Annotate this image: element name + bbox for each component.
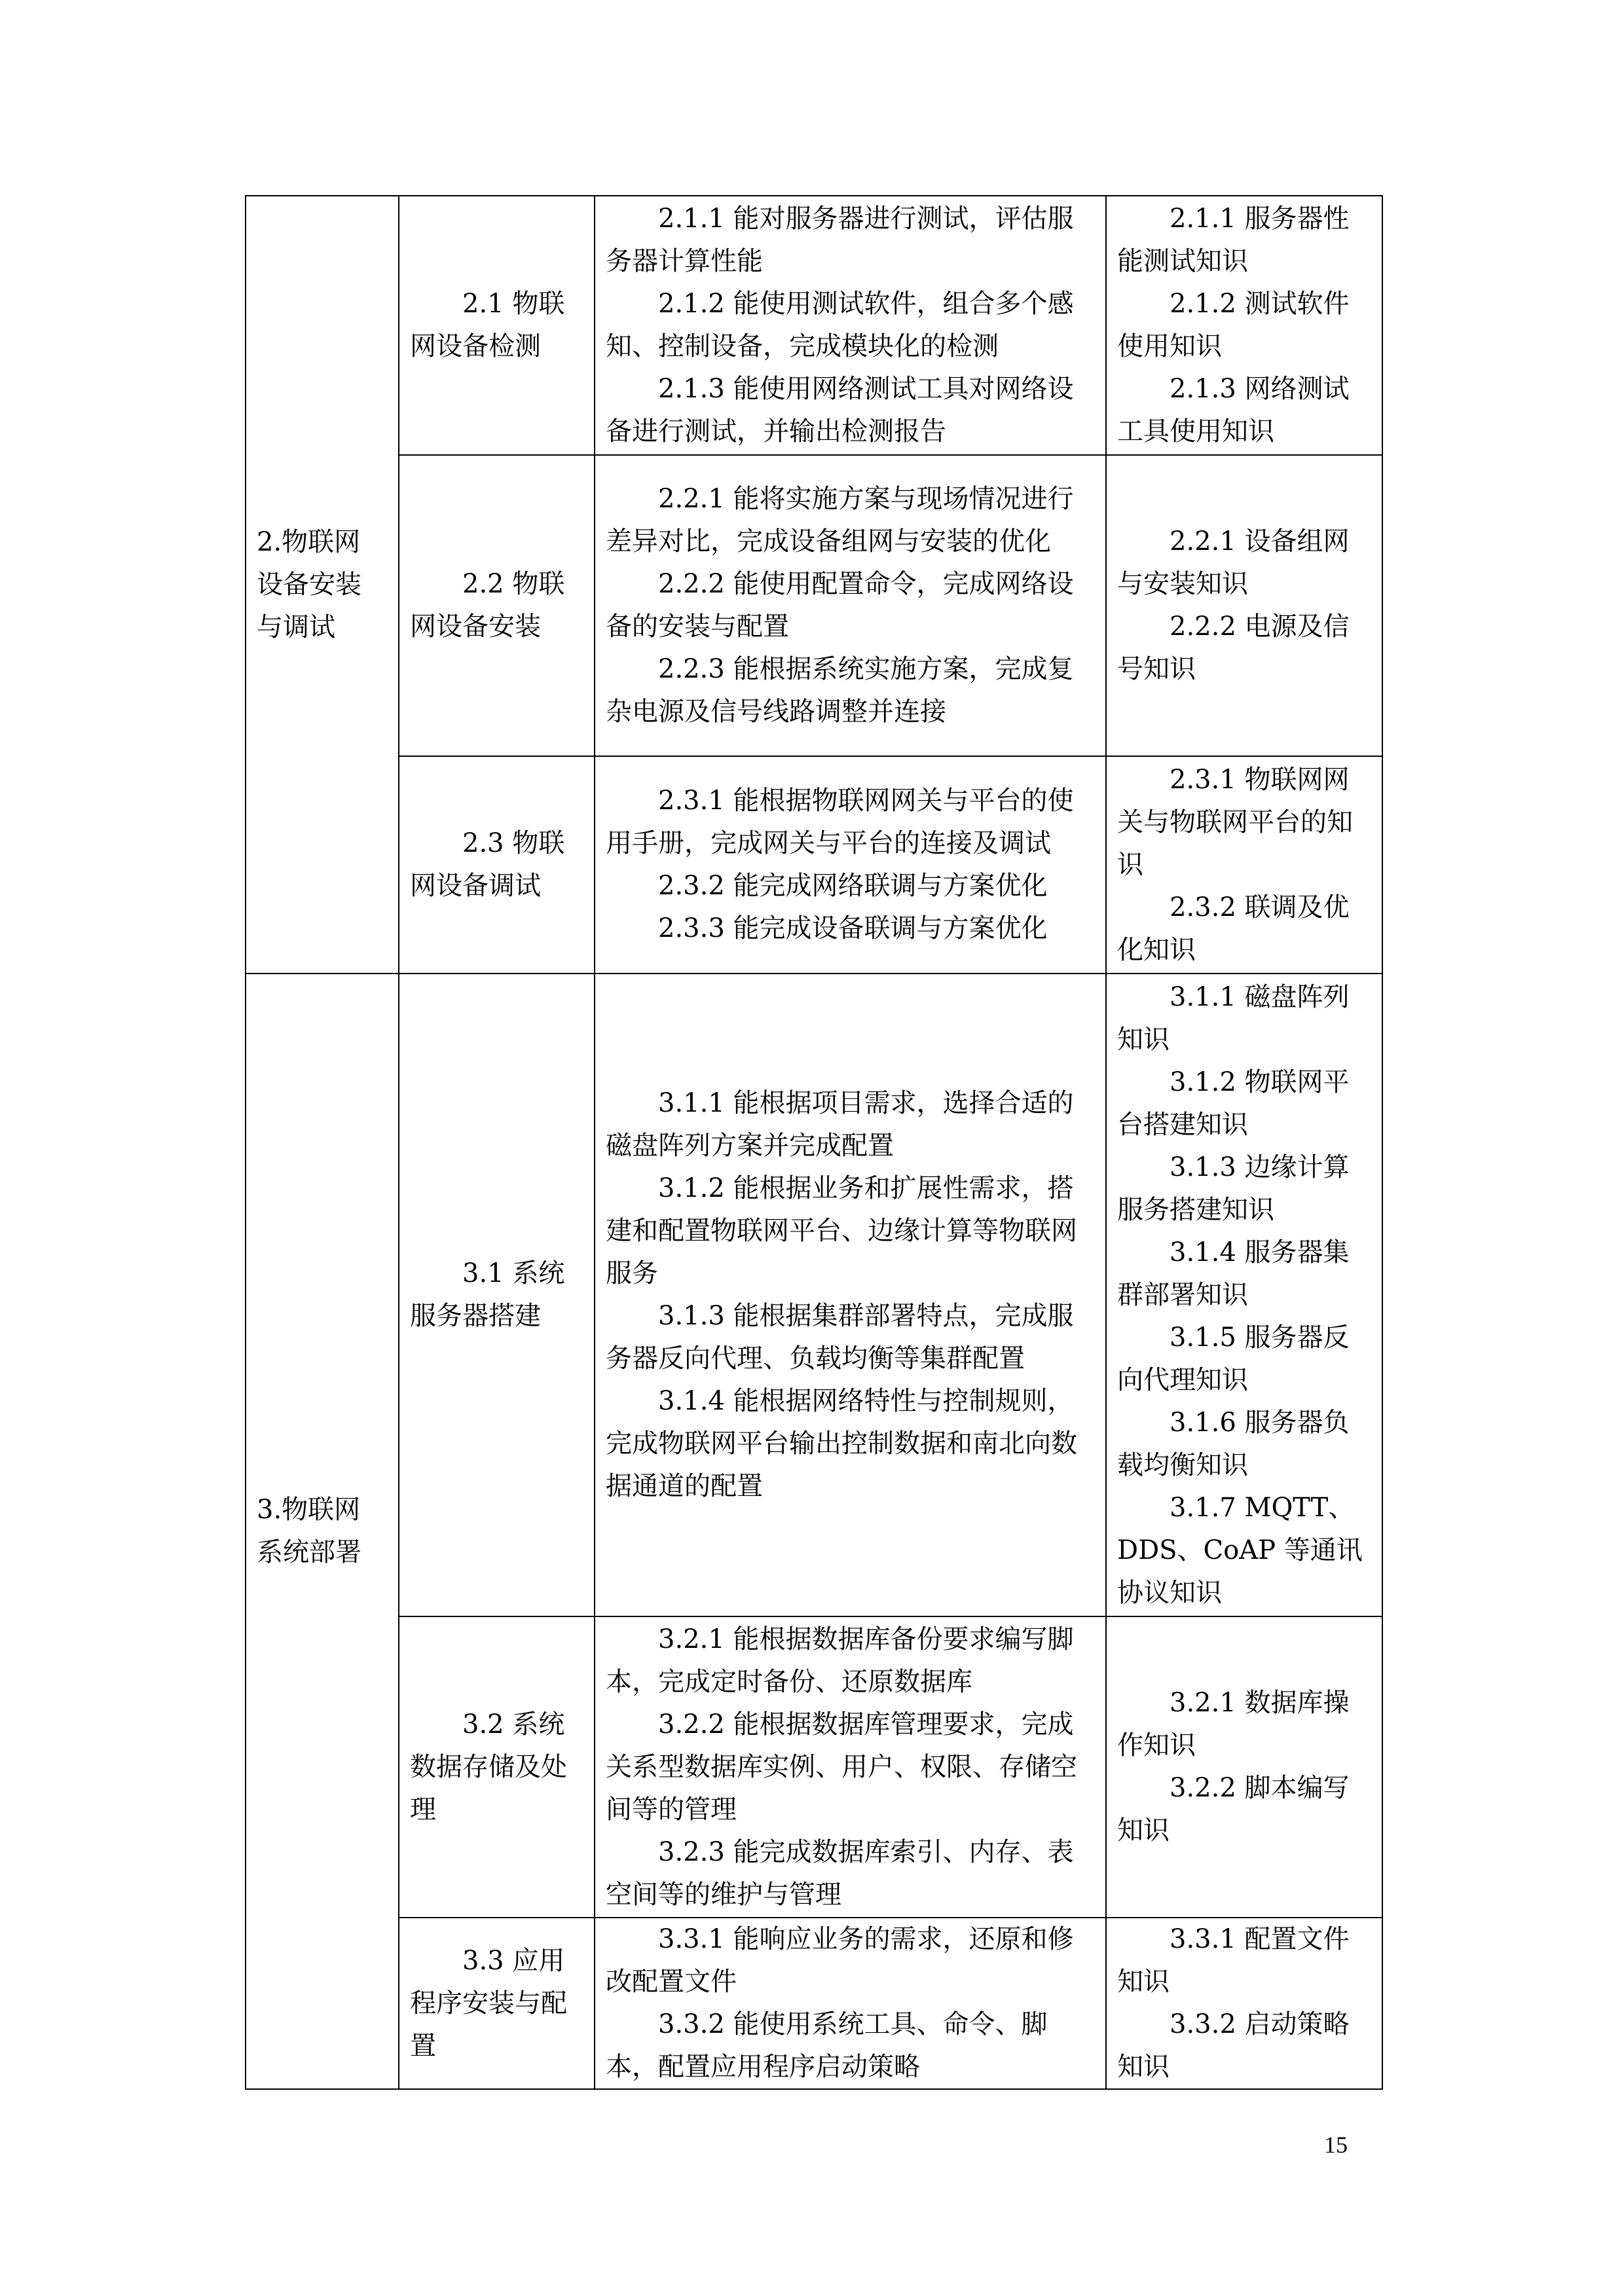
knowledge-item: 2.2.1 设备组网与安装知识 bbox=[1117, 526, 1350, 599]
knowledge-item: 3.1.1 磁盘阵列知识 bbox=[1117, 981, 1350, 1055]
skill-item: 3.1.1 能根据项目需求，选择合适的磁盘阵列方案并完成配置 bbox=[606, 1088, 1074, 1161]
skill-item: 2.2.2 能使用配置命令，完成网络设备的安装与配置 bbox=[606, 569, 1074, 642]
knowledge-item: 3.1.4 服务器集群部署知识 bbox=[1117, 1237, 1350, 1310]
knowledge-item: 2.3.2 联调及优化知识 bbox=[1117, 892, 1350, 965]
knowledge-item: 3.2.1 数据库操作知识 bbox=[1117, 1688, 1350, 1760]
skill-item: 3.2.2 能根据数据库管理要求，完成关系型数据库实例、用户、权限、存储空间等的管理 bbox=[606, 1709, 1077, 1825]
table-row bbox=[246, 756, 1382, 974]
skill-item: 3.2.3 能完成数据库索引、内存、表空间等的维护与管理 bbox=[606, 1836, 1074, 1910]
knowledge-item: 3.3.1 配置文件知识 bbox=[1117, 1924, 1350, 1997]
skills-cell bbox=[595, 196, 1106, 455]
knowledge-cell bbox=[1106, 974, 1382, 1616]
skills-cell bbox=[595, 1918, 1106, 2089]
page-number: 15 bbox=[1324, 2132, 1348, 2158]
skills-cell bbox=[595, 1616, 1106, 1918]
unit-cell bbox=[399, 455, 595, 756]
knowledge-cell bbox=[1106, 1616, 1382, 1918]
knowledge-item: 3.1.7 MQTT、DDS、CoAP 等通讯协议知识 bbox=[1117, 1492, 1363, 1608]
unit-name: 2.2 物联网设备安装 bbox=[410, 569, 565, 642]
unit-name: 2.3 物联网设备调试 bbox=[410, 828, 565, 901]
knowledge-item: 3.1.2 物联网平台搭建知识 bbox=[1117, 1066, 1350, 1140]
skill-item: 2.1.3 能使用网络测试工具对网络设备进行测试，并输出检测报告 bbox=[606, 374, 1074, 446]
unit-cell bbox=[399, 1918, 595, 2089]
unit-cell bbox=[399, 1616, 595, 1918]
knowledge-cell bbox=[1106, 1918, 1382, 2089]
unit-name: 3.3 应用程序安装与配置 bbox=[410, 1945, 567, 2061]
skill-item: 3.1.4 能根据网络特性与控制规则，完成物联网平台输出控制数据和南北向数据通道的配置 bbox=[606, 1386, 1077, 1501]
table-row bbox=[246, 455, 1382, 756]
skills-cell bbox=[595, 974, 1106, 1616]
unit-cell bbox=[399, 974, 595, 1616]
module-line: 与调试 bbox=[257, 611, 335, 642]
skill-item: 3.3.2 能使用系统工具、命令、脚本，配置应用程序启动策略 bbox=[606, 2009, 1048, 2082]
knowledge-item: 2.3.1 物联网网关与物联网平台的知识 bbox=[1117, 764, 1353, 880]
skills-cell bbox=[595, 756, 1106, 974]
unit-cell bbox=[399, 756, 595, 974]
skill-item: 3.2.1 能根据数据库备份要求编写脚本，完成定时备份、还原数据库 bbox=[606, 1624, 1074, 1697]
knowledge-item: 2.2.2 电源及信号知识 bbox=[1117, 611, 1350, 684]
skill-item: 2.3.1 能根据物联网网关与平台的使用手册，完成网关与平台的连接及调试 bbox=[606, 786, 1074, 858]
module-line: 2.物联网 bbox=[257, 526, 361, 557]
knowledge-cell bbox=[1106, 756, 1382, 974]
skill-item: 2.1.2 能使用测试软件，组合多个感知、控制设备，完成模块化的检测 bbox=[606, 289, 1074, 361]
skill-item: 3.1.3 能根据集群部署特点，完成服务器反向代理、负载均衡等集群配置 bbox=[606, 1301, 1074, 1374]
module-line: 系统部署 bbox=[257, 1537, 361, 1567]
knowledge-item: 3.1.5 服务器反向代理知识 bbox=[1117, 1322, 1350, 1395]
knowledge-item: 2.1.1 服务器性能测试知识 bbox=[1117, 204, 1350, 276]
skills-cell bbox=[595, 455, 1106, 756]
module-line: 设备安装 bbox=[257, 569, 361, 600]
knowledge-item: 2.1.2 测试软件使用知识 bbox=[1117, 289, 1350, 361]
competency-table bbox=[245, 195, 1383, 2090]
skill-item: 2.1.1 能对服务器进行测试，评估服务器计算性能 bbox=[606, 204, 1074, 276]
unit-name: 3.2 系统数据存储及处理 bbox=[410, 1709, 567, 1825]
module-line: 3.物联网 bbox=[257, 1495, 361, 1525]
skill-item: 2.2.1 能将实施方案与现场情况进行差异对比，完成设备组网与安装的优化 bbox=[606, 484, 1074, 556]
unit-name: 2.1 物联网设备检测 bbox=[410, 289, 565, 361]
skill-item: 2.3.2 能完成网络联调与方案优化 bbox=[658, 871, 1048, 901]
knowledge-item: 3.1.3 边缘计算服务搭建知识 bbox=[1117, 1152, 1350, 1225]
table-row bbox=[246, 196, 1382, 455]
module-cell bbox=[246, 974, 399, 2089]
knowledge-cell bbox=[1106, 455, 1382, 756]
skill-item: 2.3.3 能完成设备联调与方案优化 bbox=[658, 913, 1048, 943]
table-row bbox=[246, 1616, 1382, 1918]
skill-item: 3.3.1 能响应业务的需求，还原和修改配置文件 bbox=[606, 1924, 1074, 1997]
unit-name: 3.1 系统服务器搭建 bbox=[410, 1258, 565, 1331]
module-cell bbox=[246, 196, 399, 974]
skill-item: 2.2.3 能根据系统实施方案，完成复杂电源及信号线路调整并连接 bbox=[606, 654, 1074, 727]
knowledge-item: 3.3.2 启动策略知识 bbox=[1117, 2009, 1350, 2082]
table-row bbox=[246, 974, 1382, 1616]
knowledge-item: 3.1.6 服务器负载均衡知识 bbox=[1117, 1407, 1350, 1480]
knowledge-cell bbox=[1106, 196, 1382, 455]
unit-cell bbox=[399, 196, 595, 455]
table-row bbox=[246, 1918, 1382, 2089]
knowledge-item: 3.2.2 脚本编写知识 bbox=[1117, 1773, 1350, 1846]
skill-item: 3.1.2 能根据业务和扩展性需求，搭建和配置物联网平台、边缘计算等物联网服务 bbox=[606, 1173, 1077, 1288]
knowledge-item: 2.1.3 网络测试工具使用知识 bbox=[1117, 374, 1350, 446]
